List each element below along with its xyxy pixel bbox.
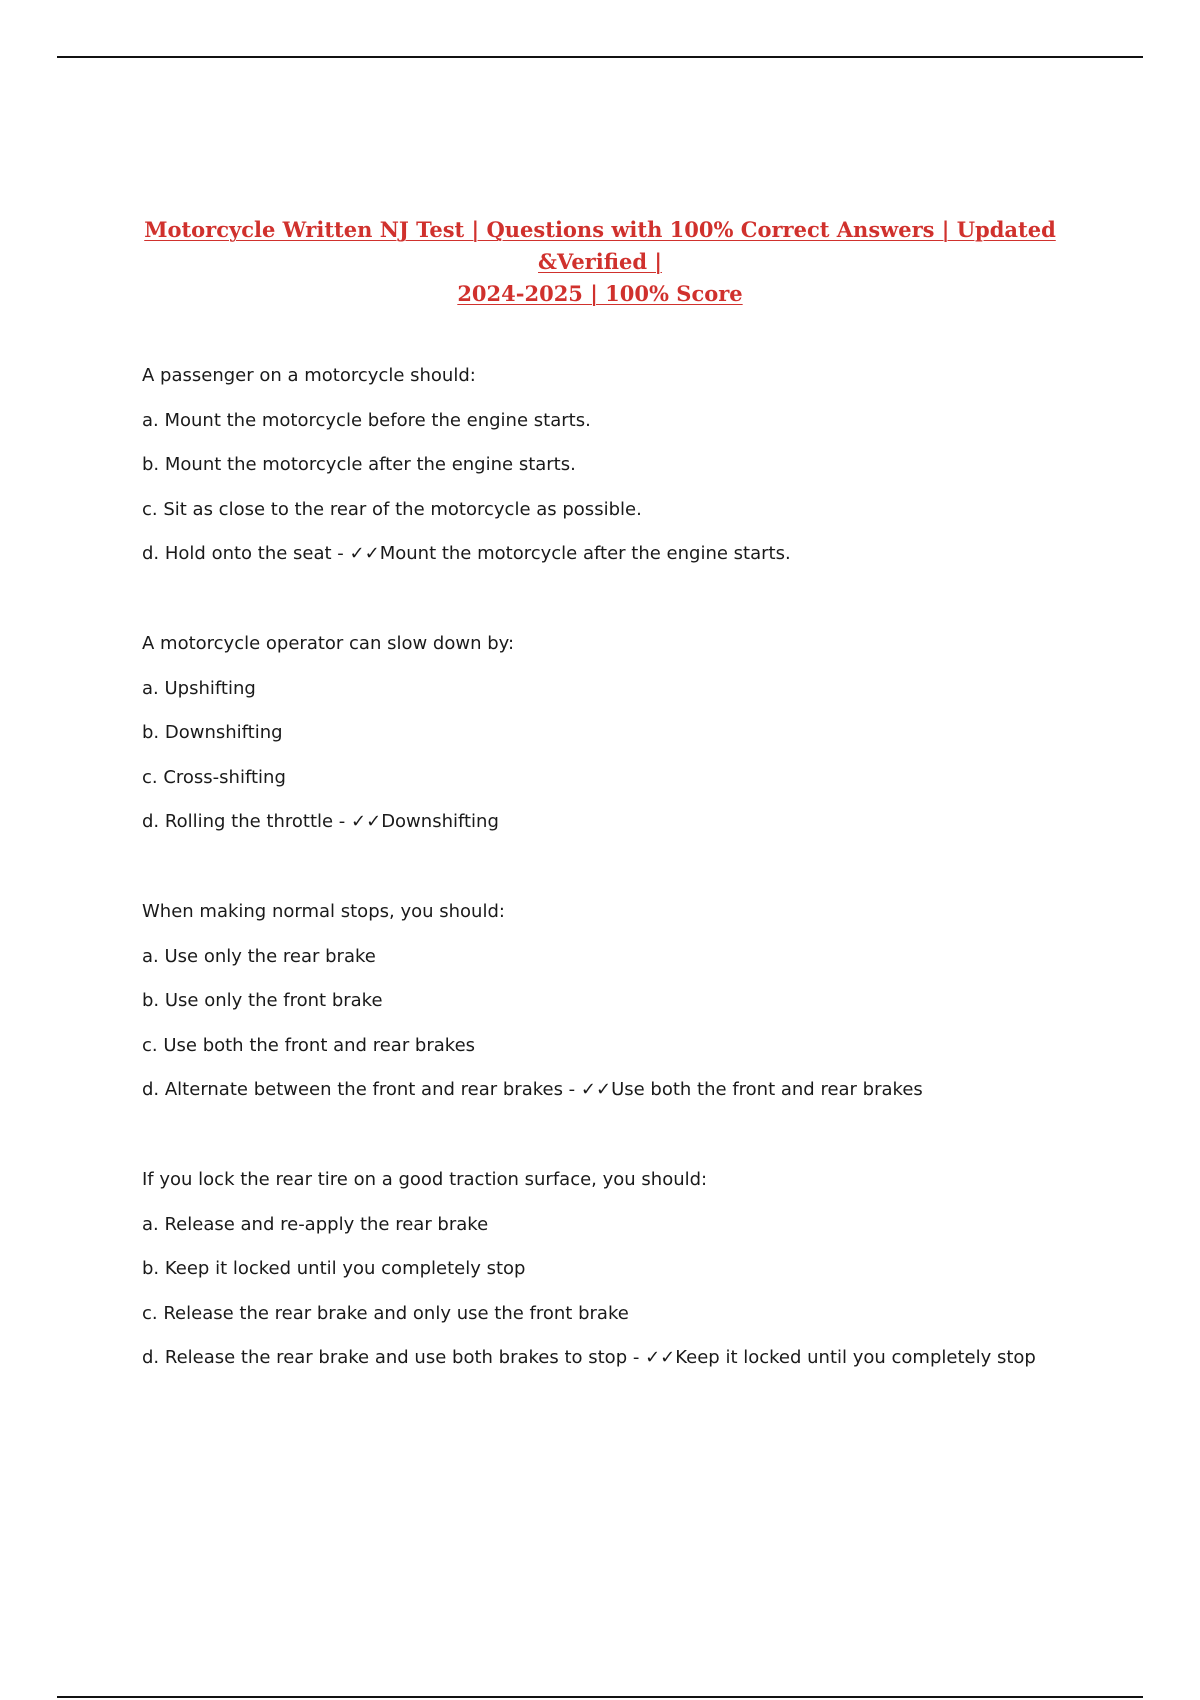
- top-rule: [57, 56, 1143, 58]
- option-d-with-answer: [142, 1348, 1142, 1393]
- question-block-4: [142, 1170, 1142, 1438]
- checkmark-icon: ✓✓: [351, 811, 382, 832]
- checkmark-icon: ✓✓: [645, 1347, 676, 1368]
- option-b: b. Keep it locked until you completely stop: [142, 1258, 526, 1279]
- option-a: a. Upshifting: [142, 677, 256, 699]
- checkmark-icon: ✓✓: [349, 543, 380, 564]
- question-block-2: [142, 634, 1142, 902]
- correct-answer: Keep it locked until you completely stop: [675, 1347, 1036, 1368]
- title-line-1: Motorcycle Written NJ Test | Questions with 100% Correct Answers | Updated &Verified |: [144, 217, 1056, 274]
- option-a: a. Use only the rear brake: [142, 945, 376, 967]
- option-a: a. Mount the motorcycle before the engine starts.: [142, 409, 591, 431]
- option-c: c. Cross-shifting: [142, 766, 286, 788]
- option-b: b. Mount the motorcycle after the engine starts.: [142, 454, 576, 475]
- option-b: b. Use only the front brake: [142, 990, 383, 1011]
- option-d: d. Alternate between the front and rear brakes -: [142, 1079, 581, 1100]
- question-block-3: [142, 902, 1142, 1170]
- checkmark-icon: ✓✓: [580, 1079, 612, 1100]
- correct-answer: Use both the front and rear brakes: [611, 1079, 923, 1100]
- option-d-with-answer: [142, 544, 1142, 589]
- correct-answer: Mount the motorcycle after the engine starts.: [379, 543, 791, 564]
- option-d-with-answer: [142, 1080, 1142, 1125]
- document-title: [140, 214, 1060, 310]
- correct-answer: Downshifting: [381, 811, 499, 832]
- question-text: A motorcycle operator can slow down by:: [142, 633, 515, 654]
- question-text: When making normal stops, you should:: [142, 901, 505, 922]
- option-c: c. Release the rear brake and only use the front brake: [142, 1302, 629, 1324]
- title-line-2: 2024-2025 | 100% Score: [457, 281, 743, 306]
- question-text: If you lock the rear tire on a good traction surface, you should:: [142, 1169, 708, 1190]
- question-block-1: [142, 366, 1142, 634]
- question-text: A passenger on a motorcycle should:: [142, 365, 476, 386]
- option-c: c. Sit as close to the rear of the motorcycle as possible.: [142, 498, 642, 520]
- option-d-with-answer: [142, 812, 1142, 857]
- option-d: d. Release the rear brake and use both brakes to stop -: [142, 1347, 646, 1368]
- option-a: a. Release and re-apply the rear brake: [142, 1213, 489, 1235]
- option-b: b. Downshifting: [142, 722, 283, 743]
- option-c: c. Use both the front and rear brakes: [142, 1034, 476, 1056]
- option-d: d. Rolling the throttle -: [142, 811, 352, 832]
- question-list: [142, 366, 1142, 1438]
- bottom-rule: [57, 1696, 1143, 1698]
- option-d: d. Hold onto the seat -: [142, 543, 350, 564]
